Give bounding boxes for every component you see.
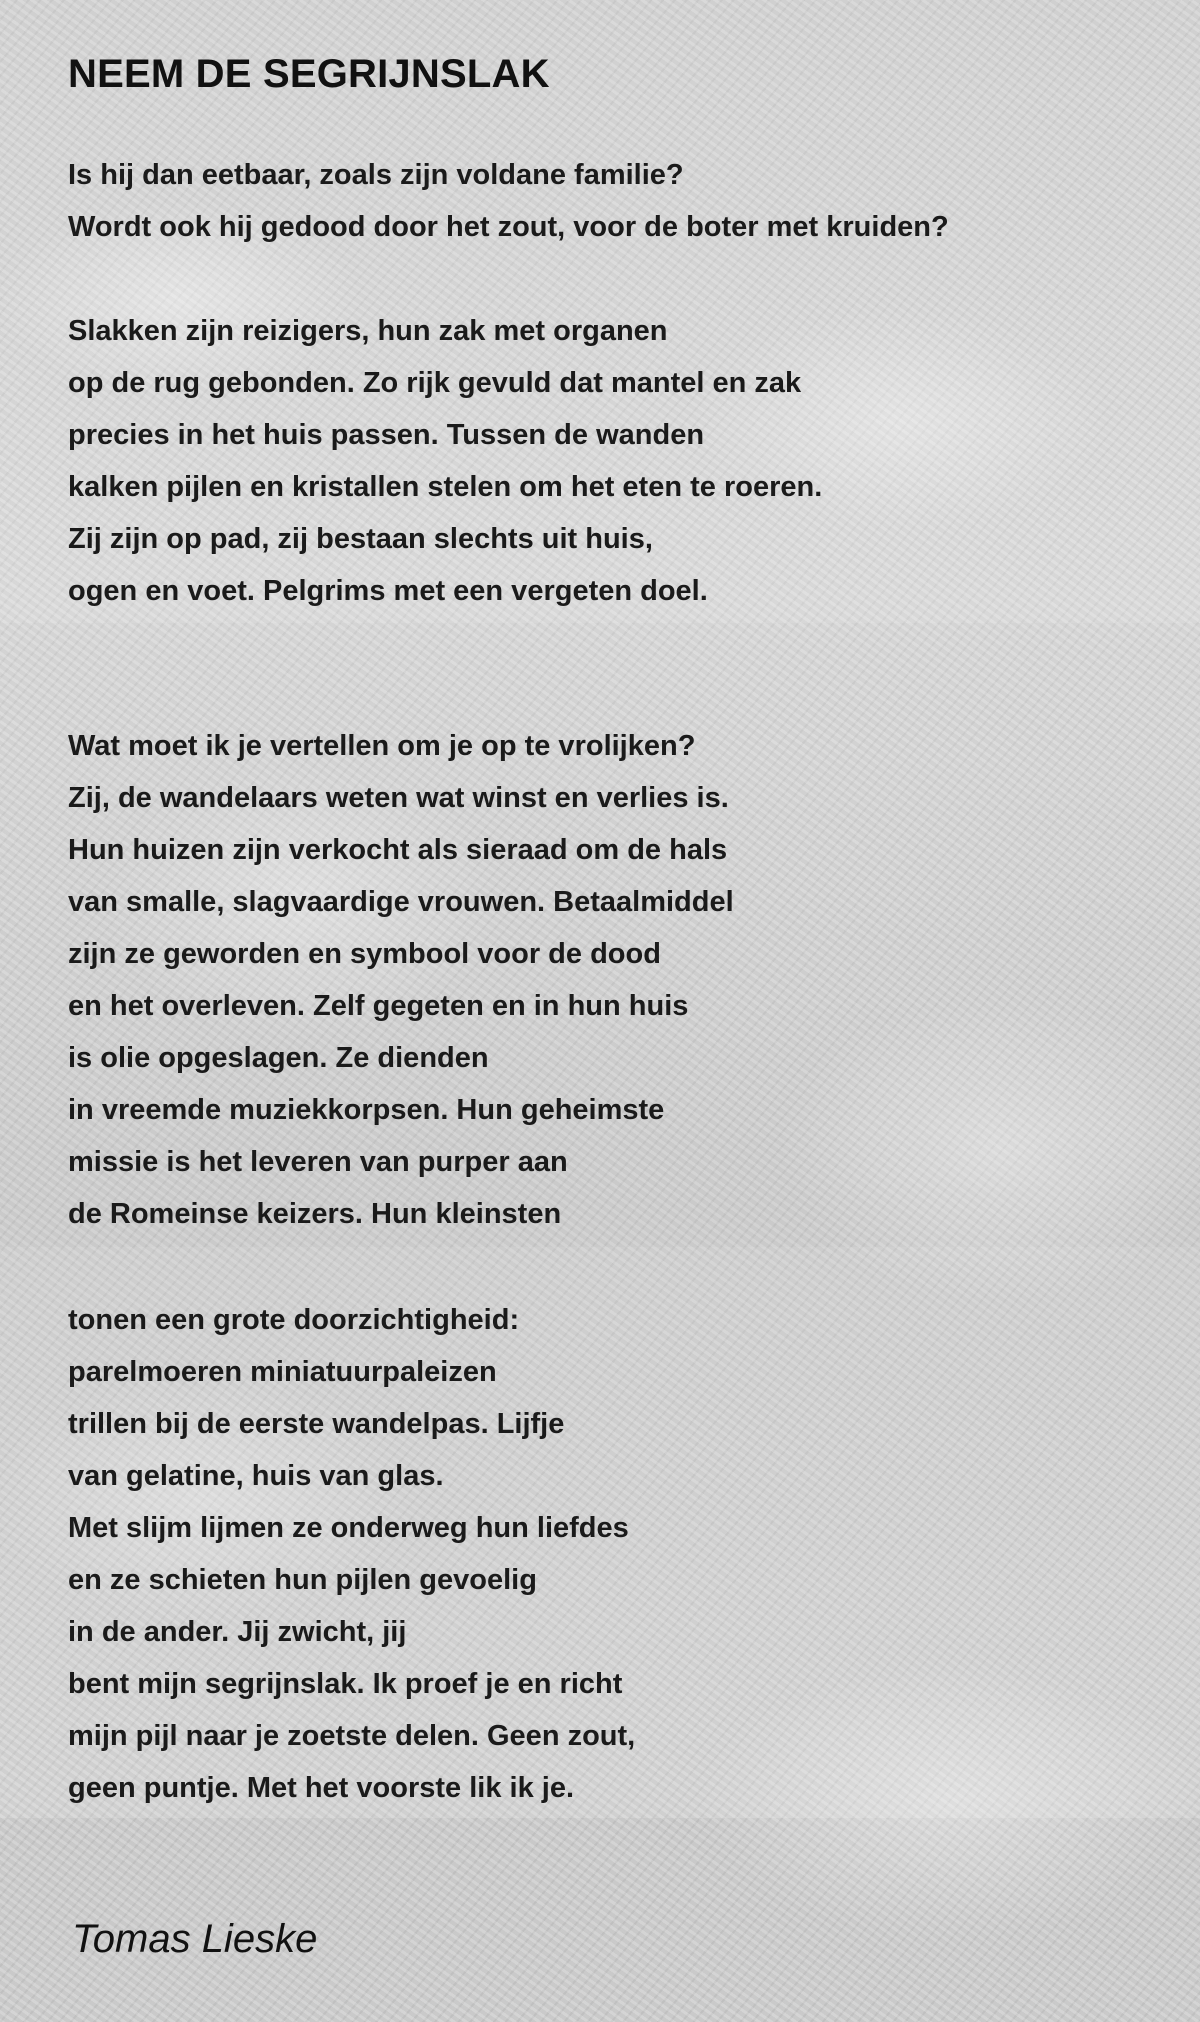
poem-line: parelmoeren miniatuurpaleizen: [68, 1356, 497, 1388]
poem-line: op de rug gebonden. Zo rijk gevuld dat mantel en zak: [68, 367, 802, 399]
stanza-4: [68, 1294, 635, 1814]
stanza-1: [68, 149, 949, 253]
poem-line: Slakken zijn reizigers, hun zak met organen: [68, 315, 668, 347]
poem-line: Met slijm lijmen ze onderweg hun liefdes: [68, 1512, 629, 1544]
poem-line: missie is het leveren van purper aan: [68, 1146, 568, 1178]
poem-line: bent mijn segrijnslak. Ik proef je en richt: [68, 1668, 623, 1700]
poem-line: trillen bij de eerste wandelpas. Lijfje: [68, 1408, 565, 1440]
poem-line: Is hij dan eetbaar, zoals zijn voldane familie?: [68, 159, 684, 191]
poem-line: Hun huizen zijn verkocht als sieraad om de hals: [68, 834, 728, 866]
poem-line: de Romeinse keizers. Hun kleinsten: [68, 1198, 562, 1230]
poem-line: Wordt ook hij gedood door het zout, voor de boter met kruiden?: [68, 211, 949, 243]
poem-line: en het overleven. Zelf gegeten en in hun huis: [68, 990, 689, 1022]
poem-line: Wat moet ik je vertellen om je op te vrolijken?: [68, 730, 696, 762]
poem-line: is olie opgeslagen. Ze dienden: [68, 1042, 489, 1074]
poem-line: van smalle, slagvaardige vrouwen. Betaalmiddel: [68, 886, 734, 918]
poem-line: in de ander. Jij zwicht, jij: [68, 1616, 407, 1648]
stanza-3: [68, 720, 734, 1240]
poem-line: tonen een grote doorzichtigheid:: [68, 1304, 520, 1336]
poem-title: NEEM DE SEGRIJNSLAK: [68, 52, 550, 96]
poem-line: mijn pijl naar je zoetste delen. Geen zout,: [68, 1720, 636, 1752]
poem-line: precies in het huis passen. Tussen de wanden: [68, 419, 705, 451]
poem-line: Zij, de wandelaars weten wat winst en verlies is.: [68, 782, 729, 814]
poem-line: Zij zijn op pad, zij bestaan slechts uit huis,: [68, 523, 653, 555]
poem-line: kalken pijlen en kristallen stelen om het eten te roeren.: [68, 471, 823, 503]
poem-line: in vreemde muziekkorpsen. Hun geheimste: [68, 1094, 665, 1126]
poem-author: Tomas Lieske: [72, 1917, 318, 1961]
poem-line: geen puntje. Met het voorste lik ik je.: [68, 1772, 574, 1804]
poem-line: ogen en voet. Pelgrims met een vergeten doel.: [68, 575, 708, 607]
stanza-2: [68, 305, 822, 617]
poem-line: van gelatine, huis van glas.: [68, 1460, 444, 1492]
poem-line: en ze schieten hun pijlen gevoelig: [68, 1564, 537, 1596]
poem-line: zijn ze geworden en symbool voor de dood: [68, 938, 661, 970]
